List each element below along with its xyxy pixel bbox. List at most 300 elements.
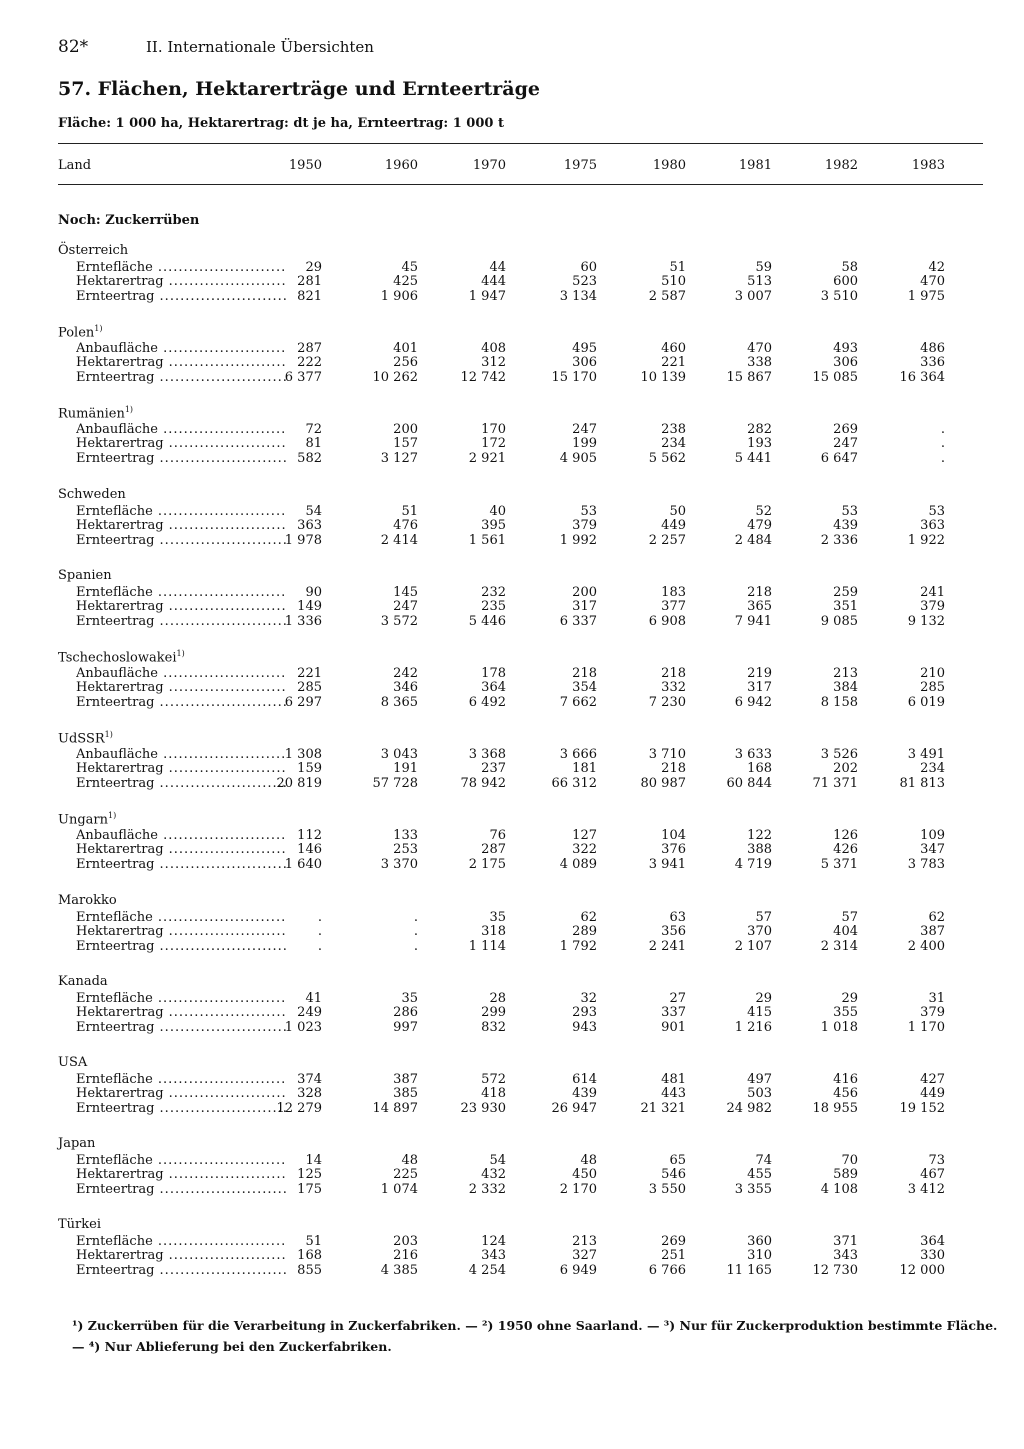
table-cell: 306	[833, 355, 858, 371]
table-cell: 589	[833, 1167, 858, 1183]
table-cell: 80 987	[640, 776, 686, 792]
table-row	[58, 370, 983, 385]
page-number: 82*	[58, 37, 89, 57]
table-cell: 2 921	[468, 451, 506, 467]
table-cell: 355	[833, 1004, 858, 1020]
table-cell: 2 314	[820, 938, 858, 954]
table-cell: 3 127	[380, 451, 418, 467]
row-label: Erntefläche .....	[76, 585, 286, 600]
table-row	[58, 695, 983, 710]
table-cell: 72	[305, 422, 322, 438]
table-cell: 168	[747, 761, 772, 777]
table-cell: 1 018	[820, 1019, 858, 1035]
table-cell: 27	[669, 990, 686, 1006]
table-cell: 5 446	[468, 613, 506, 629]
table-cell: 122	[747, 828, 772, 844]
row-label: Ernteertrag .....	[76, 451, 286, 466]
table-cell: 318	[481, 923, 506, 939]
table-cell: 6 019	[907, 695, 945, 710]
table-cell: 62	[928, 909, 945, 925]
table-cell: 199	[572, 436, 597, 452]
table-cell: 317	[572, 598, 597, 614]
table-cell: 238	[661, 422, 686, 438]
table-cell: 8 365	[380, 695, 418, 710]
table-cell: 449	[920, 1086, 945, 1101]
row-label: Hektarertrag .....	[76, 274, 286, 289]
table-cell: 4 089	[559, 857, 597, 873]
table-cell: 66 312	[551, 776, 597, 792]
country-block	[58, 1217, 983, 1279]
country-name	[58, 324, 103, 340]
table-cell: 379	[920, 598, 945, 614]
country-name-text: Österreich	[58, 243, 129, 258]
row-label: Anbaufläche .....	[76, 422, 286, 437]
table-cell: 467	[920, 1167, 945, 1183]
table-cell: 426	[833, 842, 858, 858]
table-cell: 4 108	[820, 1182, 858, 1198]
table-cell: 404	[833, 923, 858, 939]
table-row	[58, 680, 983, 695]
table-cell: 470	[747, 341, 772, 357]
table-cell: 104	[661, 828, 686, 844]
table-cell: 546	[661, 1167, 686, 1183]
table-cell: 2 107	[734, 938, 772, 954]
table-cell: 73	[928, 1153, 945, 1169]
table-cell: 12 279	[276, 1101, 322, 1116]
table-cell: 1 947	[468, 289, 506, 304]
table-cell: 3 134	[559, 289, 597, 304]
table-cell: 1 170	[907, 1019, 945, 1035]
table-cell: 1 308	[284, 747, 322, 763]
country-block	[58, 1136, 983, 1198]
table-cell: 70	[841, 1153, 858, 1169]
table-cell: 7 230	[648, 695, 686, 710]
row-label: Ernteertrag .....	[76, 857, 286, 872]
table-cell: 285	[920, 680, 945, 695]
table-cell: 3 526	[820, 747, 858, 763]
table-cell: 16 364	[899, 370, 945, 386]
table-cell: 330	[920, 1248, 945, 1264]
table-cell: 408	[481, 341, 506, 357]
table-cell: 1 792	[559, 938, 597, 954]
table-cell: 1 922	[907, 532, 945, 548]
country-name	[58, 811, 116, 827]
table-cell: 35	[489, 909, 506, 925]
table-row	[58, 341, 983, 356]
table-cell: 4 254	[468, 1263, 506, 1279]
table-cell: 3 666	[559, 747, 597, 763]
table-cell: 60 844	[726, 776, 772, 792]
table-cell: 213	[833, 666, 858, 681]
table-cell: 6 908	[648, 613, 686, 629]
table-cell: 269	[661, 1234, 686, 1250]
table-cell: 28	[489, 990, 506, 1006]
row-label: Hektarertrag .....	[76, 355, 286, 370]
table-cell: 50	[669, 503, 686, 519]
table-row	[58, 614, 983, 629]
table-cell: 456	[833, 1086, 858, 1101]
table-cell: 63	[669, 909, 686, 925]
row-label: Erntefläche .....	[76, 1072, 286, 1087]
table-cell: 12 730	[812, 1263, 858, 1279]
table-cell: 832	[481, 1019, 506, 1035]
table-cell: 193	[747, 436, 772, 452]
table-cell: 343	[481, 1248, 506, 1264]
table-cell: 202	[833, 761, 858, 777]
table-cell: 4 719	[734, 857, 772, 873]
row-label: Ernteertrag .....	[76, 289, 286, 304]
table-cell: 332	[661, 680, 686, 695]
table-cell: 41	[305, 990, 322, 1006]
table-cell: 2 332	[468, 1182, 506, 1198]
table-row	[58, 1020, 983, 1035]
table-cell: 7 941	[734, 613, 772, 629]
table-cell: 127	[572, 828, 597, 844]
table-cell: 2 336	[820, 532, 858, 548]
table-cell: .	[413, 923, 418, 939]
column-header-year: 1970	[472, 158, 506, 173]
table-cell: 57 728	[372, 776, 418, 792]
table-cell: 1 336	[284, 613, 322, 629]
column-header-year: 1980	[652, 158, 686, 173]
table-cell: 109	[920, 828, 945, 844]
table-row	[58, 599, 983, 614]
table-cell: 2 400	[907, 938, 945, 954]
table-cell: 145	[393, 584, 418, 600]
row-label: Ernteertrag .....	[76, 1101, 286, 1116]
table-cell: 356	[661, 923, 686, 939]
row-label: Ernteertrag .....	[76, 614, 286, 629]
table-cell: 282	[747, 422, 772, 438]
table-cell: 486	[920, 341, 945, 357]
table-cell: 54	[305, 503, 322, 519]
table-cell: 221	[297, 666, 322, 681]
table-cell: 470	[920, 274, 945, 289]
country-name-text: Marokko	[58, 892, 117, 908]
table-row	[58, 939, 983, 954]
table-cell: 306	[572, 355, 597, 371]
table-cell: 2 414	[380, 532, 418, 548]
country-name	[58, 243, 128, 258]
table-cell: .	[317, 909, 322, 925]
table-row	[58, 1248, 983, 1263]
country-name-text: Polen	[58, 325, 95, 341]
table-cell: 384	[833, 680, 858, 695]
table-cell: 29	[841, 990, 858, 1006]
table-cell: 582	[297, 451, 322, 467]
table-row	[58, 842, 983, 857]
table-cell: 4 385	[380, 1263, 418, 1279]
table-cell: 503	[747, 1086, 772, 1101]
row-label: Anbaufläche .....	[76, 341, 286, 356]
table-cell: 20 819	[276, 776, 322, 792]
table-cell: 1 074	[380, 1182, 418, 1198]
table-cell: 285	[297, 680, 322, 695]
table-cell: 1 561	[468, 532, 506, 548]
country-name-text: Türkei	[58, 1217, 101, 1233]
table-cell: .	[317, 923, 322, 939]
table-cell: 821	[297, 289, 322, 304]
table-cell: 259	[833, 584, 858, 600]
row-label: Ernteertrag .....	[76, 1182, 286, 1197]
table-cell: 371	[833, 1234, 858, 1250]
country-name	[58, 405, 133, 421]
table-cell: 364	[481, 680, 506, 695]
footnote-marker: 1)	[124, 405, 134, 415]
table-cell: 572	[481, 1072, 506, 1087]
table-cell: 29	[305, 260, 322, 275]
row-label: Ernteertrag .....	[76, 1263, 286, 1278]
table-cell: 395	[481, 517, 506, 533]
table-cell: 149	[297, 598, 322, 614]
table-cell: 9 085	[820, 613, 858, 629]
table-row	[58, 260, 983, 275]
table-cell: 178	[481, 666, 506, 681]
table-cell: .	[940, 436, 945, 452]
row-label: Erntefläche .....	[76, 1153, 286, 1168]
table-row	[58, 1182, 983, 1197]
table-cell: 12 742	[460, 370, 506, 386]
table-cell: 312	[481, 355, 506, 371]
table-cell: 287	[297, 341, 322, 357]
table-cell: 251	[661, 1248, 686, 1264]
table-cell: 51	[669, 260, 686, 275]
footnote-marker: 1)	[104, 730, 113, 740]
country-block	[58, 649, 983, 711]
country-name	[58, 974, 108, 989]
table-cell: 6 492	[468, 695, 506, 710]
table-cell: 374	[297, 1072, 322, 1087]
table-cell: 218	[661, 761, 686, 777]
table-row	[58, 1005, 983, 1020]
table-cell: 31	[928, 990, 945, 1006]
table-cell: 497	[747, 1072, 772, 1087]
table-cell: 18 955	[812, 1101, 858, 1116]
table-cell: 2 175	[468, 857, 506, 873]
table-cell: 3 783	[907, 857, 945, 873]
table-cell: 54	[489, 1153, 506, 1169]
table-cell: 4 905	[559, 451, 597, 467]
table-cell: 2 587	[648, 289, 686, 304]
table-row	[58, 1072, 983, 1087]
country-name	[58, 1217, 101, 1232]
table-cell: .	[940, 451, 945, 467]
table-cell: 200	[572, 584, 597, 600]
table-row	[58, 1263, 983, 1278]
table-cell: 460	[661, 341, 686, 357]
table-cell: 5 371	[820, 857, 858, 873]
table-cell: 51	[305, 1234, 322, 1250]
table-cell: 58	[841, 260, 858, 275]
row-label: Hektarertrag .....	[76, 1248, 286, 1263]
table-cell: 6 949	[559, 1263, 597, 1279]
row-label: Anbaufläche .....	[76, 828, 286, 843]
row-label: Hektarertrag .....	[76, 1005, 286, 1020]
table-cell: 237	[481, 761, 506, 777]
table-cell: 379	[572, 517, 597, 533]
table-cell: 3 550	[648, 1182, 686, 1198]
table-cell: 210	[920, 666, 945, 681]
table-cell: 1 906	[380, 289, 418, 304]
table-cell: 1 640	[284, 857, 322, 873]
row-label: Hektarertrag .....	[76, 1086, 286, 1101]
table-cell: 614	[572, 1072, 597, 1087]
table-cell: 3 633	[734, 747, 772, 763]
table-cell: 48	[401, 1153, 418, 1169]
table-cell: 293	[572, 1004, 597, 1020]
table-cell: 328	[297, 1086, 322, 1101]
table-cell: .	[940, 422, 945, 438]
table-cell: 157	[393, 436, 418, 452]
table-row	[58, 1086, 983, 1101]
footnote-line-2: — ⁴) Nur Ablieferung bei den Zuckerfabriken.	[72, 1339, 392, 1354]
row-label: Erntefläche .....	[76, 504, 286, 519]
table-cell: 35	[401, 990, 418, 1006]
table-cell: 493	[833, 341, 858, 357]
table-cell: 15 085	[812, 370, 858, 386]
country-name-text: Ungarn	[58, 812, 108, 828]
table-cell: 53	[580, 503, 597, 519]
table-cell: 78 942	[460, 776, 506, 792]
table-cell: 2 484	[734, 532, 772, 548]
table-cell: 6 647	[820, 451, 858, 467]
table-cell: 855	[297, 1263, 322, 1279]
country-block	[58, 405, 983, 467]
table-cell: 365	[747, 598, 772, 614]
table-cell: 219	[747, 666, 772, 681]
row-label: Hektarertrag .....	[76, 924, 286, 939]
table-row	[58, 857, 983, 872]
table-cell: 476	[393, 517, 418, 533]
footnote-marker: 1)	[176, 649, 185, 658]
running-header	[58, 37, 374, 57]
table-row	[58, 1153, 983, 1168]
table-row	[58, 451, 983, 466]
table-cell: 6 766	[648, 1263, 686, 1279]
table-cell: 112	[297, 828, 322, 844]
table-cell: 71 371	[812, 776, 858, 792]
table-cell: 249	[297, 1004, 322, 1020]
table-cell: 338	[747, 355, 772, 371]
table-cell: 351	[833, 598, 858, 614]
row-label: Hektarertrag .....	[76, 599, 286, 614]
country-block	[58, 730, 983, 792]
table-row	[58, 1101, 983, 1116]
table-row	[58, 355, 983, 370]
table-cell: 289	[572, 923, 597, 939]
country-block	[58, 487, 983, 549]
table-cell: 42	[928, 260, 945, 275]
row-label: Erntefläche .....	[76, 1234, 286, 1249]
table-cell: 416	[833, 1072, 858, 1087]
footnote-marker: 1)	[94, 324, 103, 334]
table-cell: 124	[481, 1234, 506, 1250]
table-cell: 1 114	[468, 938, 506, 954]
column-header-year: 1975	[563, 158, 597, 173]
table-cell: 370	[747, 923, 772, 939]
column-header-year: 1983	[911, 158, 945, 173]
table-cell: 3 355	[734, 1182, 772, 1198]
table-cell: 3 412	[907, 1182, 945, 1198]
table-cell: 337	[661, 1004, 686, 1020]
country-name-text: Schweden	[58, 486, 126, 502]
table-top-rule	[58, 143, 983, 144]
table-cell: 125	[297, 1167, 322, 1183]
table-cell: 443	[661, 1086, 686, 1101]
table-row	[58, 274, 983, 289]
table-cell: 9 132	[907, 613, 945, 629]
table-cell: 200	[393, 422, 418, 438]
table-cell: 513	[747, 274, 772, 289]
table-cell: 1 975	[907, 289, 945, 304]
table-cell: 81	[305, 436, 322, 452]
table-cell: 432	[481, 1167, 506, 1183]
table-row	[58, 1167, 983, 1182]
table-cell: 379	[920, 1004, 945, 1020]
country-name-text: UdSSR	[58, 731, 105, 747]
table-cell: 479	[747, 517, 772, 533]
table-cell: 59	[755, 260, 772, 275]
table-row	[58, 991, 983, 1006]
table-cell: 10 139	[640, 370, 686, 386]
table-cell: 415	[747, 1004, 772, 1020]
country-name	[58, 568, 112, 583]
row-label: Ernteertrag .....	[76, 370, 286, 385]
table-cell: 5 441	[734, 451, 772, 467]
table-cell: 510	[661, 274, 686, 289]
table-cell: 439	[833, 517, 858, 533]
column-header-year: 1982	[824, 158, 858, 173]
table-cell: 2 170	[559, 1182, 597, 1198]
table-cell: 218	[572, 666, 597, 681]
table-cell: 90	[305, 584, 322, 600]
table-units: Fläche: 1 000 ha, Hektarertrag: dt je ha, Ernteertrag: 1 000 t	[58, 116, 504, 131]
table-cell: 3 370	[380, 857, 418, 873]
table-cell: 62	[580, 909, 597, 925]
country-name	[58, 730, 113, 746]
table-cell: 74	[755, 1153, 772, 1169]
table-cell: 7 662	[559, 695, 597, 710]
table-cell: 2 257	[648, 532, 686, 548]
column-header-year: 1960	[384, 158, 418, 173]
table-cell: 401	[393, 341, 418, 357]
country-name-text: Spanien	[58, 567, 112, 583]
table-cell: 354	[572, 680, 597, 695]
country-name-text: Tschechoslowakei	[58, 650, 177, 666]
table-cell: 481	[661, 1072, 686, 1087]
table-cell: 181	[572, 761, 597, 777]
row-label: Ernteertrag .....	[76, 1020, 286, 1035]
table-cell: 360	[747, 1234, 772, 1250]
table-row	[58, 828, 983, 843]
table-cell: 997	[393, 1019, 418, 1035]
table-cell: 363	[297, 517, 322, 533]
table-row	[58, 924, 983, 939]
table-row	[58, 518, 983, 533]
table-cell: 126	[833, 828, 858, 844]
table-cell: 76	[489, 828, 506, 844]
country-block	[58, 324, 983, 386]
table-cell: 183	[661, 584, 686, 600]
country-name	[58, 487, 126, 502]
table-header-rule	[58, 184, 983, 185]
table-cell: 21 321	[640, 1101, 686, 1116]
table-cell: 19 152	[899, 1101, 945, 1116]
table-cell: 14	[305, 1153, 322, 1169]
table-cell: 241	[920, 584, 945, 600]
table-cell: 247	[393, 598, 418, 614]
table-cell: 32	[580, 990, 597, 1006]
